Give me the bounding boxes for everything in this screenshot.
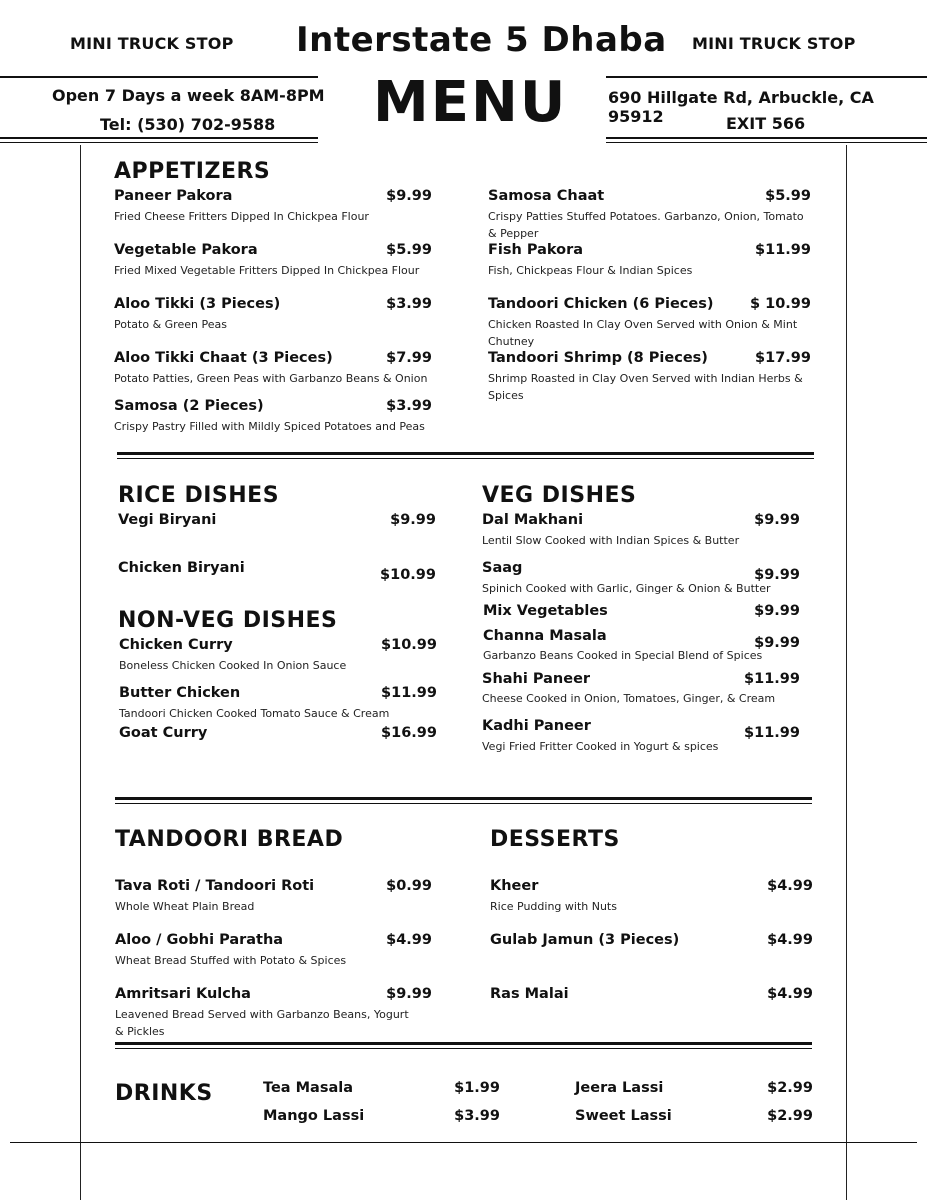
menu-item (119, 725, 437, 749)
menu-item (114, 350, 432, 390)
menu-item (115, 986, 432, 1042)
tandoori-bread-title: TANDOORI BREAD (115, 827, 344, 852)
menu-item (482, 671, 800, 711)
menu-item (115, 932, 432, 972)
menu-item (263, 1080, 500, 1102)
item-name: Channa Masala (483, 628, 607, 644)
item-description: Wheat Bread Stuffed with Potato & Spices (115, 954, 347, 967)
item-description: Rice Pudding with Nuts (490, 900, 617, 913)
item-name: Mix Vegetables (483, 603, 608, 619)
item-price: $1.99 (454, 1080, 500, 1096)
item-price: $ 10.99 (749, 296, 811, 312)
section-divider (115, 797, 812, 804)
item-description: Potato & Green Peas (114, 318, 227, 331)
section-divider (115, 1042, 812, 1049)
item-name: Jeera Lassi (575, 1080, 664, 1096)
rice-dishes-title: RICE DISHES (118, 483, 280, 508)
footer-rule (10, 1142, 917, 1143)
item-name: Amritsari Kulcha (115, 986, 251, 1002)
menu-item (482, 560, 800, 600)
menu-item (490, 932, 813, 956)
header-rule-left-bottom-2 (0, 142, 318, 143)
item-description: Fried Cheese Fritters Dipped In Chickpea Flour (114, 210, 369, 223)
item-description: Lentil Slow Cooked with Indian Spices & Butter (482, 534, 740, 547)
item-price: $9.99 (754, 603, 800, 619)
address: 690 Hillgate Rd, Arbuckle, CA 95912 (608, 88, 874, 126)
menu-item (263, 1108, 500, 1130)
freeway-exit: EXIT 566 (726, 114, 806, 133)
item-description: Fried Mixed Vegetable Fritters Dipped In Chickpea Flour (114, 264, 420, 277)
veg-dishes-title: VEG DISHES (482, 483, 637, 508)
item-price: $3.99 (386, 398, 432, 414)
item-name: Ras Malai (490, 986, 569, 1002)
item-name: Paneer Pakora (114, 188, 233, 204)
item-price: $9.99 (386, 986, 432, 1002)
item-name: Samosa (2 Pieces) (114, 398, 264, 414)
item-name: Shahi Paneer (482, 671, 591, 687)
item-name: Tava Roti / Tandoori Roti (115, 878, 315, 894)
item-price: $5.99 (386, 242, 432, 258)
menu-item (119, 637, 437, 677)
item-name: Samosa Chaat (488, 188, 605, 204)
menu-item (575, 1108, 813, 1130)
item-price: $9.99 (754, 567, 800, 583)
menu-heading: MENU (373, 70, 568, 135)
item-description: Potato Patties, Green Peas with Garbanzo Beans & Onion (114, 372, 428, 385)
menu-item (483, 603, 800, 627)
phone-number: Tel: (530) 702-9588 (100, 115, 276, 134)
item-description: Vegi Fried Fritter Cooked in Yogurt & spices (482, 740, 719, 753)
item-name: Goat Curry (119, 725, 208, 741)
item-description: Crispy Patties Stuffed Potatoes. Garbanzo, Onion, Tomato & Pepper (488, 210, 804, 240)
item-description: Shrimp Roasted in Clay Oven Served with Indian Herbs & Spices (488, 372, 803, 402)
left-tag: MINI TRUCK STOP (70, 34, 234, 53)
item-price: $2.99 (767, 1080, 813, 1096)
item-price: $9.99 (754, 635, 800, 651)
item-price: $16.99 (381, 725, 437, 741)
item-price: $5.99 (765, 188, 811, 204)
item-price: $17.99 (755, 350, 811, 366)
item-name: Mango Lassi (263, 1108, 365, 1124)
menu-item (488, 296, 811, 352)
item-price: $10.99 (381, 637, 437, 653)
appetizers-title: APPETIZERS (114, 159, 271, 184)
header-rule-right-bottom-2 (606, 142, 927, 143)
item-name: Chicken Biryani (118, 560, 245, 576)
item-price: $11.99 (381, 685, 437, 701)
menu-item (114, 242, 432, 282)
menu-item (483, 628, 800, 668)
item-price: $9.99 (390, 512, 436, 528)
menu-item (490, 878, 813, 918)
item-price: $9.99 (754, 512, 800, 528)
header-rule-left-bottom-1 (0, 137, 318, 139)
menu-item (118, 560, 436, 584)
menu-item (488, 350, 811, 406)
item-price: $3.99 (386, 296, 432, 312)
right-tag: MINI TRUCK STOP (692, 34, 856, 53)
item-price: $0.99 (386, 878, 432, 894)
item-price: $2.99 (767, 1108, 813, 1124)
item-description: Boneless Chicken Cooked In Onion Sauce (119, 659, 347, 672)
item-description: Whole Wheat Plain Bread (115, 900, 255, 913)
item-name: Vegi Biryani (118, 512, 217, 528)
header-rule-right-bottom-1 (606, 137, 927, 139)
item-name: Sweet Lassi (575, 1108, 672, 1124)
item-price: $3.99 (454, 1108, 500, 1124)
item-description: Garbanzo Beans Cooked in Special Blend of Spices (483, 649, 763, 662)
item-name: Chicken Curry (119, 637, 233, 653)
item-description: Spinich Cooked with Garlic, Ginger & Onion & Butter (482, 582, 771, 595)
page-border-left (80, 145, 81, 1200)
item-name: Aloo Tikki Chaat (3 Pieces) (114, 350, 333, 366)
menu-item (488, 188, 811, 244)
menu-item (119, 685, 437, 725)
header-rule-right-top (606, 76, 927, 78)
menu-item (114, 398, 432, 438)
item-name: Gulab Jamun (3 Pieces) (490, 932, 680, 948)
item-price: $11.99 (755, 242, 811, 258)
item-name: Aloo Tikki (3 Pieces) (114, 296, 281, 312)
item-description: Cheese Cooked in Onion, Tomatoes, Ginger, & Cream (482, 692, 776, 705)
restaurant-title: Interstate 5 Dhaba (296, 20, 667, 60)
item-price: $4.99 (767, 878, 813, 894)
item-description: Tandoori Chicken Cooked Tomato Sauce & Cream (119, 707, 390, 720)
item-description: Leavened Bread Served with Garbanzo Beans, Yogurt & Pickles (115, 1008, 409, 1038)
item-name: Vegetable Pakora (114, 242, 258, 258)
menu-item (114, 188, 432, 228)
item-price: $7.99 (386, 350, 432, 366)
item-name: Saag (482, 560, 523, 576)
item-price: $4.99 (767, 932, 813, 948)
item-price: $11.99 (744, 725, 800, 741)
item-name: Kadhi Paneer (482, 718, 591, 734)
item-description: Chicken Roasted In Clay Oven Served with Onion & Mint Chutney (488, 318, 798, 348)
item-name: Fish Pakora (488, 242, 584, 258)
item-name: Butter Chicken (119, 685, 241, 701)
item-name: Dal Makhani (482, 512, 584, 528)
item-price: $4.99 (386, 932, 432, 948)
item-name: Kheer (490, 878, 539, 894)
item-name: Tandoori Shrimp (8 Pieces) (488, 350, 708, 366)
section-divider (117, 452, 814, 459)
menu-item (115, 878, 432, 918)
item-name: Aloo / Gobhi Paratha (115, 932, 284, 948)
menu-item (490, 986, 813, 1010)
item-price: $9.99 (386, 188, 432, 204)
item-price: $4.99 (767, 986, 813, 1002)
item-price: $11.99 (744, 671, 800, 687)
header-rule-left-top (0, 76, 318, 78)
item-name: Tea Masala (263, 1080, 354, 1096)
drinks-title: DRINKS (115, 1081, 213, 1106)
page-border-right (846, 145, 847, 1200)
item-description: Crispy Pastry Filled with Mildly Spiced Potatoes and Peas (114, 420, 425, 433)
item-name: Tandoori Chicken (6 Pieces) (488, 296, 714, 312)
menu-item (482, 512, 800, 552)
menu-item (118, 512, 436, 536)
menu-item (575, 1080, 813, 1102)
menu-item (488, 242, 811, 282)
opening-hours: Open 7 Days a week 8AM-8PM (52, 86, 325, 105)
menu-item (482, 718, 800, 758)
desserts-title: DESSERTS (490, 827, 620, 852)
item-price: $10.99 (380, 567, 436, 583)
menu-item (114, 296, 432, 336)
non-veg-dishes-title: NON-VEG DISHES (118, 608, 338, 633)
item-description: Fish, Chickpeas Flour & Indian Spices (488, 264, 693, 277)
